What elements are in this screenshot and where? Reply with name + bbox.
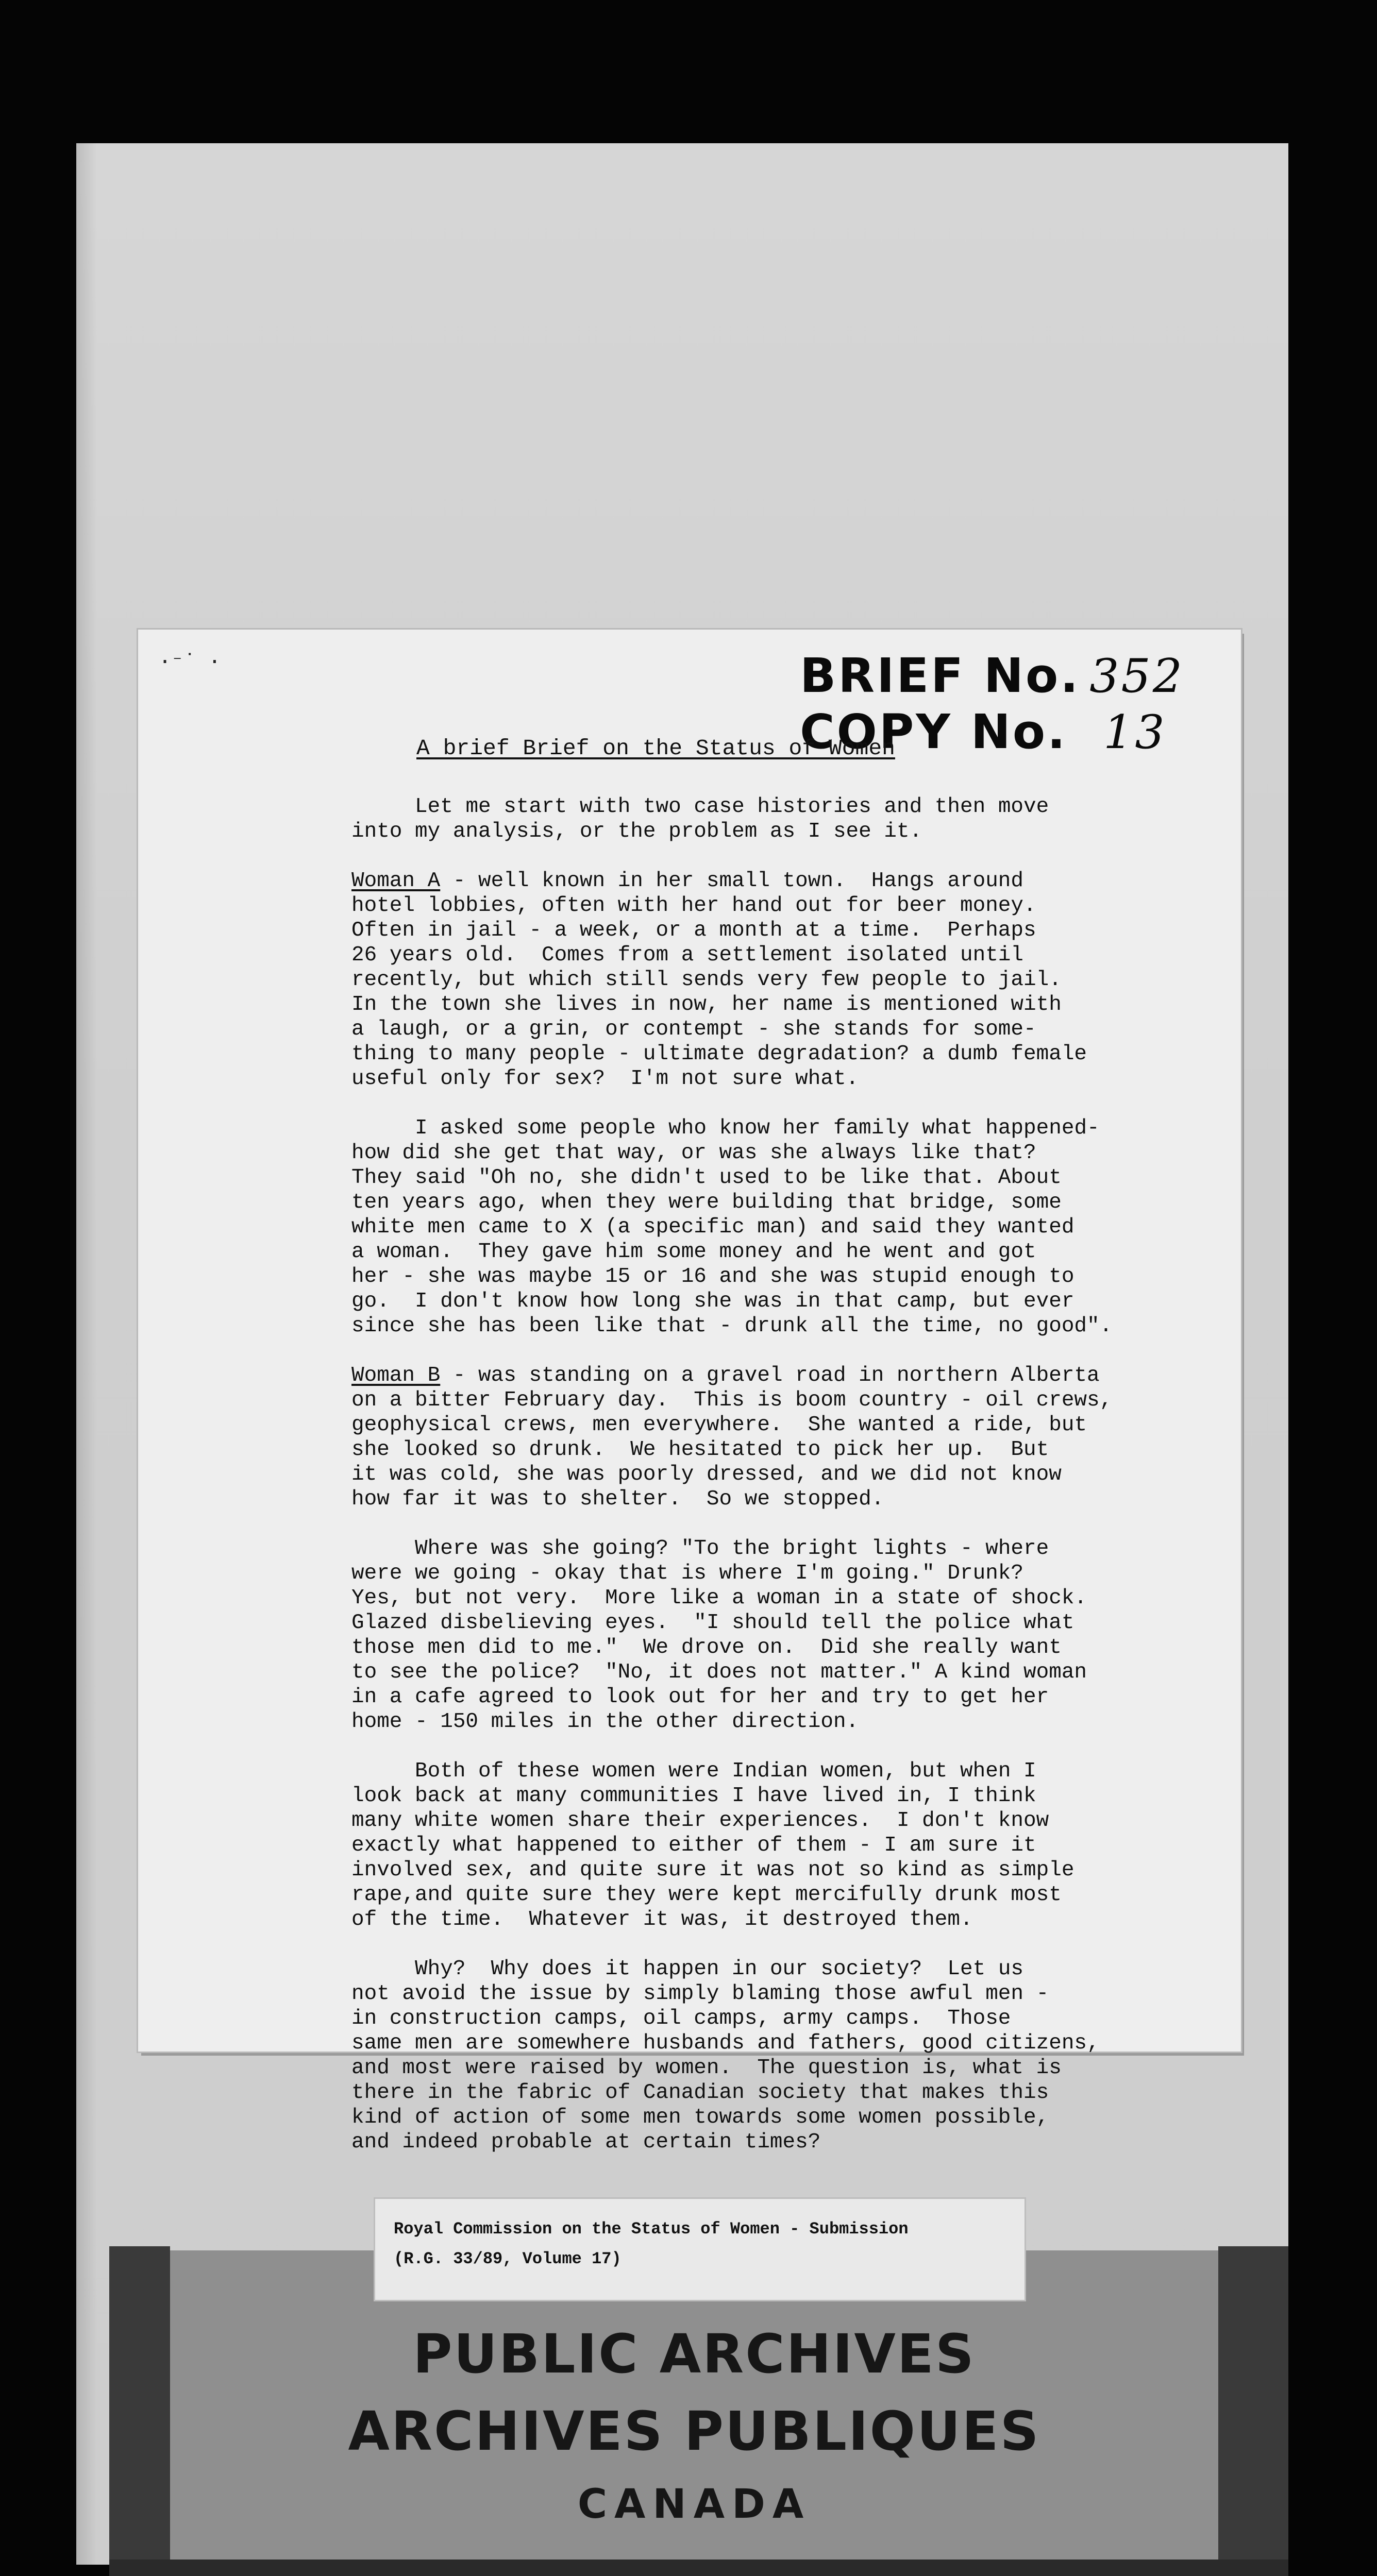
paragraph-intro bbox=[351, 794, 1197, 844]
paragraph-woman-a-history bbox=[351, 1116, 1197, 1338]
paragraph-woman-a bbox=[351, 869, 1197, 1091]
plate-frame-left bbox=[109, 2246, 170, 2566]
paragraph-text: - was standing on a gravel road in northern Alberta on a bitter February day. This is boom country - oil crews, geophysical crews, men everywhere. She wanted a ride, but she looked so drunk. We hesitated to pick her up. But it was cold, she was poorly dressed, and we did not know how far it was to shelter. So we stopped. bbox=[351, 1364, 1113, 1511]
paragraph-text: Why? Why does it happen in our society? Let us not avoid the issue by simply blaming those awful men - in construction camps, oil camps, army camps. Those same men are somewhere husbands and fathers, good citizens, and most were raised by women. The question is, what is there in the fabric of Canadian society that makes this kind of action of some men towards some women possible, and indeed probable at certain times? bbox=[351, 1957, 1100, 2154]
paragraph-woman-b bbox=[351, 1363, 1197, 1512]
plate-line-canada: CANADA bbox=[577, 2481, 811, 2528]
brief-number: 352 bbox=[1089, 649, 1184, 703]
paragraph-woman-b-ride bbox=[351, 1536, 1197, 1734]
paragraph-question bbox=[351, 1957, 1197, 2155]
corner-marks: ·⁻˙ · bbox=[159, 650, 221, 674]
case-label: Woman A bbox=[351, 869, 441, 893]
document-title: A brief Brief on the Status of Women bbox=[416, 736, 895, 761]
case-label: Woman B bbox=[351, 1364, 441, 1387]
plate-frame-right bbox=[1218, 2246, 1288, 2566]
paragraph-analysis bbox=[351, 1759, 1197, 1932]
document-body bbox=[351, 794, 1197, 2179]
archival-slip bbox=[375, 2199, 1025, 2300]
brief-number-row bbox=[800, 648, 1184, 704]
paragraph-text: Let me start with two case histories and then move into my analysis, or the problem as I see it. bbox=[351, 795, 1049, 843]
plate-line-archives-publiques: ARCHIVES PUBLIQUES bbox=[348, 2400, 1040, 2463]
copy-number: 13 bbox=[1103, 705, 1167, 759]
paragraph-text: Both of these women were Indian women, but when I look back at many communities I have lived in, I think many white women share their experiences. I don't know exactly what happened to either of them - I am sure it involved sex, and quite sure it was not so kind as simple rape,and quite sure they were kept mercifully drunk most of the time. Whatever it was, it destroyed them. bbox=[351, 1759, 1074, 1931]
paragraph-text: - well known in her small town. Hangs around hotel lobbies, often with her hand out for beer money. Often in jail - a week, or a month at a time. Perhaps 26 years old. Comes from a settlement isolated until recently, but which still sends very few people to jail. In the town she lives in now, her name is mentioned with a laugh, or a grin, or contempt - she stands for some- thing to many people - ultimate degradation? a dumb female useful only for sex? I'm not sure what. bbox=[351, 869, 1087, 1091]
slip-line-reference: (R.G. 33/89, Volume 17) bbox=[394, 2249, 622, 2268]
plate-frame-bottom bbox=[109, 2560, 1288, 2576]
brief-label: BRIEF No. bbox=[800, 648, 1081, 703]
paragraph-text: I asked some people who know her family what happened- how did she get that way, or was she always like that? They said "Oh no, she didn't used to be like that. About ten years ago, when they were building that bridge, some white men came to X (a specific man) and said they wanted a woman. They gave him some money and he went and got her - she was maybe 15 or 16 and she was stupid enough to go. I don't know how long she was in that camp, but ever since she has been like that - drunk all the time, no good". bbox=[351, 1116, 1113, 1338]
plate-line-public-archives: PUBLIC ARCHIVES bbox=[413, 2323, 976, 2385]
mount-shadow bbox=[76, 143, 97, 2565]
copy-label: COPY No. bbox=[800, 704, 1068, 759]
slip-line-commission: Royal Commission on the Status of Women - Submission bbox=[394, 2219, 909, 2239]
typed-page bbox=[138, 630, 1241, 2154]
paragraph-text: Where was she going? "To the bright lights - where were we going - okay that is where I'm going." Drunk? Yes, but not very. More like a woman in a state of shock. Glazed disbelieving eyes. "I should tell the police what those men did to me." We drove on. Did she really want to see the police? "No, it does not matter." A kind woman in a cafe agreed to look out for her and try to get her home - 150 miles in the other direction. bbox=[351, 1537, 1087, 1734]
